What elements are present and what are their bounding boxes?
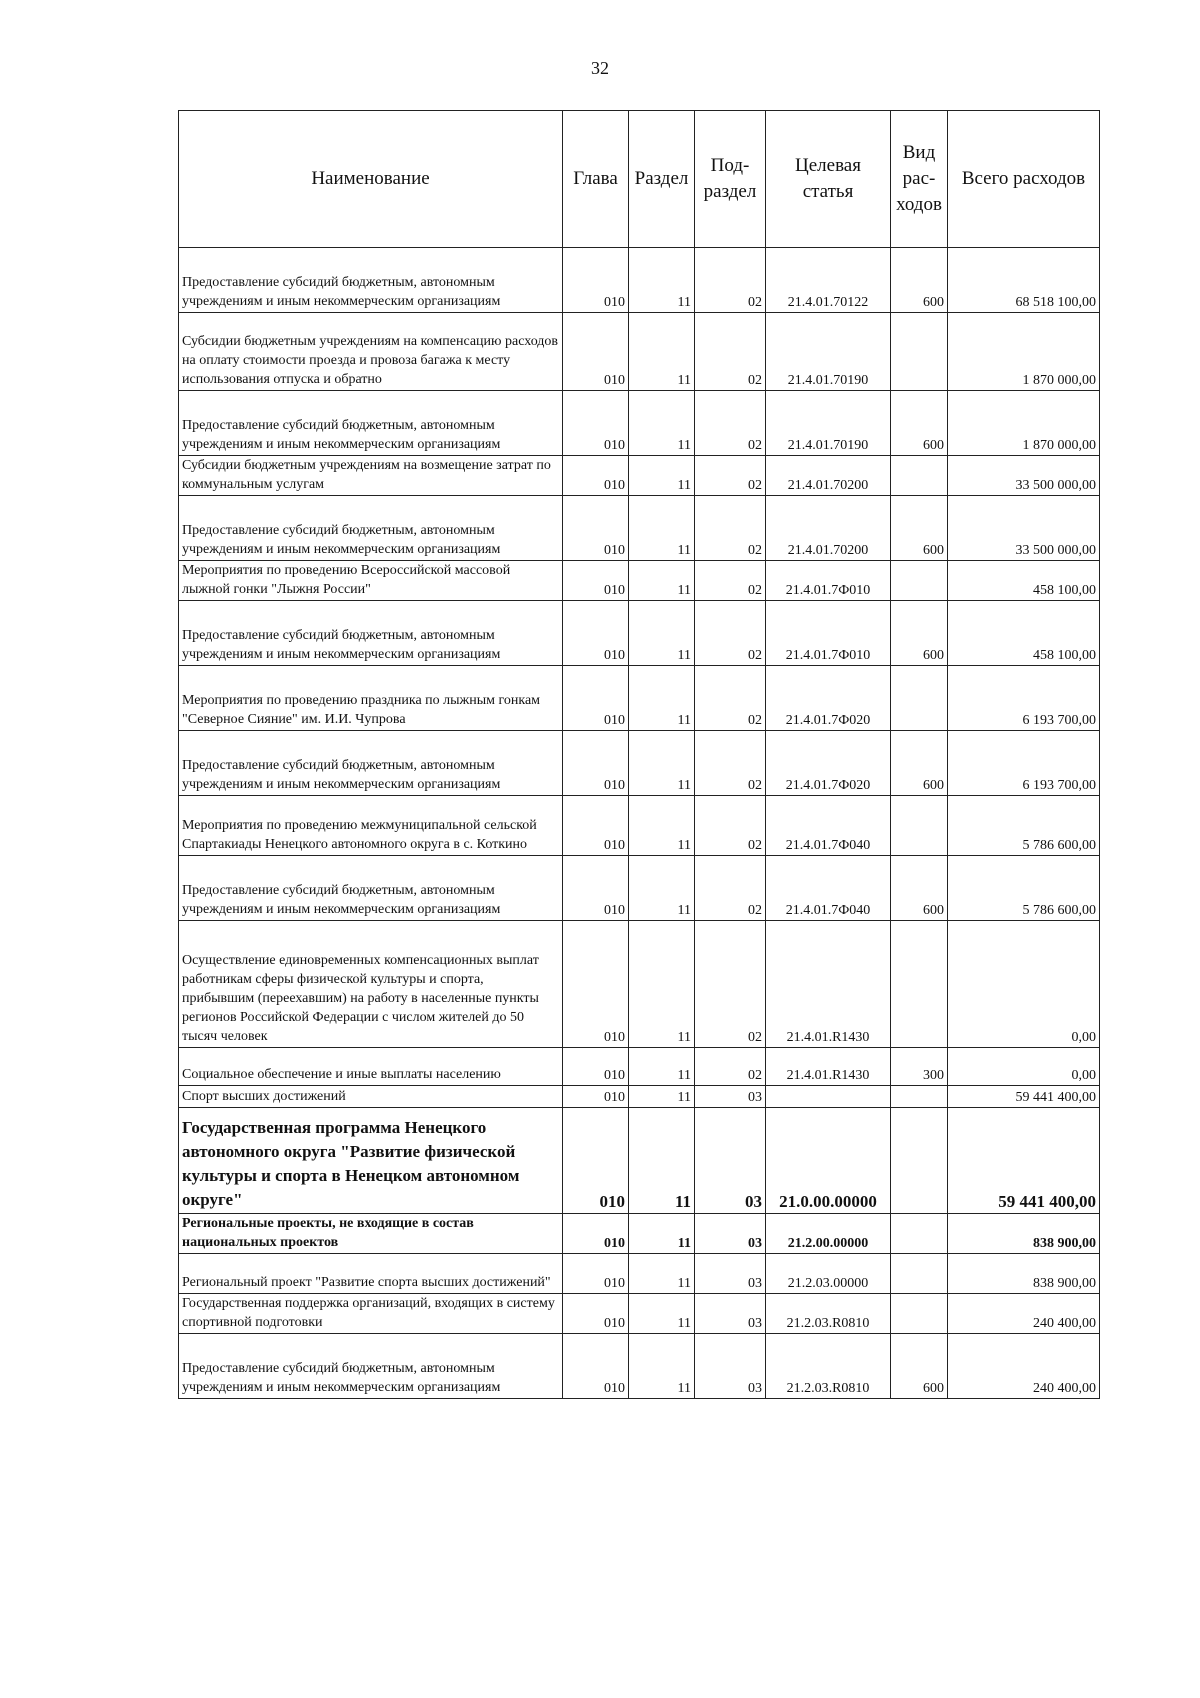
cell-total: 240 400,00 (948, 1294, 1100, 1334)
cell-name: Предоставление субсидий бюджетным, автономным учреждениям и иным некоммерческим организациям (179, 391, 563, 456)
cell-target: 21.4.01.70122 (766, 248, 891, 313)
cell-section: 11 (629, 1048, 695, 1086)
cell-section: 11 (629, 601, 695, 666)
cell-chapter: 010 (563, 1294, 629, 1334)
table-row (179, 1214, 1100, 1254)
cell-subsection: 02 (695, 601, 766, 666)
cell-target: 21.4.01.7Ф020 (766, 731, 891, 796)
cell-chapter: 010 (563, 496, 629, 561)
cell-section: 11 (629, 1214, 695, 1254)
cell-subsection: 02 (695, 496, 766, 561)
cell-name: Предоставление субсидий бюджетным, автономным учреждениям и иным некоммерческим организациям (179, 1334, 563, 1399)
table-row (179, 248, 1100, 313)
table-row (179, 1254, 1100, 1294)
cell-subsection: 02 (695, 856, 766, 921)
header-section: Раздел (629, 111, 695, 248)
cell-target: 21.4.01.70200 (766, 456, 891, 496)
cell-chapter: 010 (563, 1214, 629, 1254)
cell-subsection: 02 (695, 666, 766, 731)
cell-name: Мероприятия по проведению праздника по лыжным гонкам "Северное Сияние" им. И.И. Чупрова (179, 666, 563, 731)
cell-subsection: 02 (695, 1048, 766, 1086)
cell-chapter: 010 (563, 1086, 629, 1108)
cell-section: 11 (629, 1108, 695, 1214)
cell-chapter: 010 (563, 601, 629, 666)
cell-chapter: 010 (563, 731, 629, 796)
cell-total: 838 900,00 (948, 1254, 1100, 1294)
cell-name: Социальное обеспечение и иные выплаты населению (179, 1048, 563, 1086)
cell-total: 6 193 700,00 (948, 666, 1100, 731)
cell-target: 21.4.01.70190 (766, 313, 891, 391)
cell-name: Предоставление субсидий бюджетным, автономным учреждениям и иным некоммерческим организациям (179, 248, 563, 313)
cell-total: 0,00 (948, 921, 1100, 1048)
cell-total: 33 500 000,00 (948, 496, 1100, 561)
cell-chapter: 010 (563, 313, 629, 391)
cell-target (766, 1086, 891, 1108)
cell-kind (891, 561, 948, 601)
table-row (179, 1294, 1100, 1334)
cell-kind (891, 456, 948, 496)
page-number: 32 (591, 58, 609, 78)
cell-total: 838 900,00 (948, 1214, 1100, 1254)
cell-total: 0,00 (948, 1048, 1100, 1086)
cell-section: 11 (629, 921, 695, 1048)
cell-target: 21.4.01.7Ф010 (766, 601, 891, 666)
cell-subsection: 03 (695, 1334, 766, 1399)
cell-section: 11 (629, 1086, 695, 1108)
cell-kind (891, 1214, 948, 1254)
cell-section: 11 (629, 1334, 695, 1399)
cell-section: 11 (629, 666, 695, 731)
cell-target: 21.4.01.7Ф010 (766, 561, 891, 601)
cell-chapter: 010 (563, 666, 629, 731)
cell-subsection: 03 (695, 1214, 766, 1254)
cell-kind (891, 1254, 948, 1294)
cell-total: 59 441 400,00 (948, 1086, 1100, 1108)
cell-subsection: 03 (695, 1108, 766, 1214)
cell-kind: 300 (891, 1048, 948, 1086)
cell-name: Спорт высших достижений (179, 1086, 563, 1108)
cell-subsection: 02 (695, 731, 766, 796)
cell-kind: 600 (891, 248, 948, 313)
cell-kind: 600 (891, 856, 948, 921)
cell-section: 11 (629, 456, 695, 496)
cell-name: Региональные проекты, не входящие в состав национальных проектов (179, 1214, 563, 1254)
header-name: Наименование (179, 111, 563, 248)
cell-subsection: 02 (695, 248, 766, 313)
table-row (179, 1086, 1100, 1108)
cell-total: 458 100,00 (948, 601, 1100, 666)
cell-name: Мероприятия по проведению Всероссийской массовой лыжной гонки "Лыжня России" (179, 561, 563, 601)
cell-target: 21.0.00.00000 (766, 1108, 891, 1214)
cell-name: Предоставление субсидий бюджетным, автономным учреждениям и иным некоммерческим организациям (179, 731, 563, 796)
table-row (179, 856, 1100, 921)
table-row (179, 561, 1100, 601)
table-row (179, 456, 1100, 496)
cell-section: 11 (629, 796, 695, 856)
cell-kind: 600 (891, 496, 948, 561)
cell-kind (891, 1294, 948, 1334)
cell-chapter: 010 (563, 391, 629, 456)
table-row (179, 1334, 1100, 1399)
cell-target: 21.4.01.70190 (766, 391, 891, 456)
cell-name: Предоставление субсидий бюджетным, автономным учреждениям и иным некоммерческим организациям (179, 496, 563, 561)
cell-subsection: 02 (695, 391, 766, 456)
header-chapter: Глава (563, 111, 629, 248)
cell-name: Осуществление единовременных компенсационных выплат работникам сферы физической культуры и спорта, прибывшим (переехавшим) на работу в населенные пункты регионов Российской Федерации с числом жителей до 50 тысяч человек (179, 921, 563, 1048)
cell-section: 11 (629, 561, 695, 601)
cell-target: 21.2.03.00000 (766, 1254, 891, 1294)
cell-total: 33 500 000,00 (948, 456, 1100, 496)
table-row (179, 731, 1100, 796)
cell-total: 240 400,00 (948, 1334, 1100, 1399)
table-row (179, 391, 1100, 456)
cell-section: 11 (629, 391, 695, 456)
cell-name: Мероприятия по проведению межмуниципальной сельской Спартакиады Ненецкого автономного округа в с. Коткино (179, 796, 563, 856)
cell-total: 68 518 100,00 (948, 248, 1100, 313)
cell-name: Предоставление субсидий бюджетным, автономным учреждениям и иным некоммерческим организациям (179, 856, 563, 921)
cell-total: 59 441 400,00 (948, 1108, 1100, 1214)
cell-name: Региональный проект "Развитие спорта высших достижений" (179, 1254, 563, 1294)
cell-section: 11 (629, 248, 695, 313)
cell-total: 458 100,00 (948, 561, 1100, 601)
header-kind: Вид рас-ходов (891, 111, 948, 248)
table-row (179, 921, 1100, 1048)
table-header-row (179, 111, 1100, 248)
cell-target: 21.4.01.7Ф020 (766, 666, 891, 731)
table-row (179, 601, 1100, 666)
cell-kind (891, 1086, 948, 1108)
cell-target: 21.4.01.R1430 (766, 1048, 891, 1086)
cell-target: 21.4.01.70200 (766, 496, 891, 561)
cell-chapter: 010 (563, 561, 629, 601)
cell-subsection: 02 (695, 561, 766, 601)
cell-subsection: 03 (695, 1086, 766, 1108)
cell-kind: 600 (891, 391, 948, 456)
table-row (179, 1108, 1100, 1214)
table-row (179, 313, 1100, 391)
cell-total: 1 870 000,00 (948, 391, 1100, 456)
cell-total: 1 870 000,00 (948, 313, 1100, 391)
cell-kind (891, 1108, 948, 1214)
cell-name: Предоставление субсидий бюджетным, автономным учреждениям и иным некоммерческим организациям (179, 601, 563, 666)
cell-subsection: 02 (695, 796, 766, 856)
table-row (179, 796, 1100, 856)
cell-subsection: 02 (695, 456, 766, 496)
cell-section: 11 (629, 1254, 695, 1294)
cell-total: 5 786 600,00 (948, 796, 1100, 856)
cell-target: 21.4.01.7Ф040 (766, 796, 891, 856)
cell-chapter: 010 (563, 796, 629, 856)
cell-chapter: 010 (563, 1334, 629, 1399)
cell-name: Субсидии бюджетным учреждениям на возмещение затрат по коммунальным услугам (179, 456, 563, 496)
cell-kind (891, 666, 948, 731)
cell-total: 6 193 700,00 (948, 731, 1100, 796)
cell-subsection: 03 (695, 1294, 766, 1334)
header-subsection: Под-раздел (695, 111, 766, 248)
header-target: Целевая статья (766, 111, 891, 248)
cell-kind: 600 (891, 1334, 948, 1399)
cell-chapter: 010 (563, 921, 629, 1048)
cell-chapter: 010 (563, 1048, 629, 1086)
cell-kind (891, 921, 948, 1048)
table-row (179, 496, 1100, 561)
cell-section: 11 (629, 313, 695, 391)
cell-section: 11 (629, 1294, 695, 1334)
cell-section: 11 (629, 856, 695, 921)
cell-target: 21.4.01.7Ф040 (766, 856, 891, 921)
cell-name: Субсидии бюджетным учреждениям на компенсацию расходов на оплату стоимости проезда и провоза багажа к месту использования отпуска и обратно (179, 313, 563, 391)
cell-chapter: 010 (563, 856, 629, 921)
cell-name: Государственная поддержка организаций, входящих в систему спортивной подготовки (179, 1294, 563, 1334)
table-row (179, 1048, 1100, 1086)
cell-target: 21.2.00.00000 (766, 1214, 891, 1254)
cell-kind (891, 796, 948, 856)
cell-target: 21.4.01.R1430 (766, 921, 891, 1048)
cell-kind (891, 313, 948, 391)
cell-chapter: 010 (563, 456, 629, 496)
cell-chapter: 010 (563, 248, 629, 313)
table-row (179, 666, 1100, 731)
cell-chapter: 010 (563, 1254, 629, 1294)
budget-table (178, 110, 1100, 1399)
cell-subsection: 02 (695, 313, 766, 391)
cell-section: 11 (629, 731, 695, 796)
cell-section: 11 (629, 496, 695, 561)
cell-kind: 600 (891, 601, 948, 666)
cell-target: 21.2.03.R0810 (766, 1294, 891, 1334)
cell-total: 5 786 600,00 (948, 856, 1100, 921)
cell-kind: 600 (891, 731, 948, 796)
cell-subsection: 02 (695, 921, 766, 1048)
cell-name: Государственная программа Ненецкого автономного округа "Развитие физической культуры и спорта в Ненецком автономном округе" (179, 1108, 563, 1214)
cell-target: 21.2.03.R0810 (766, 1334, 891, 1399)
header-total: Всего расходов (948, 111, 1100, 248)
cell-subsection: 03 (695, 1254, 766, 1294)
cell-chapter: 010 (563, 1108, 629, 1214)
